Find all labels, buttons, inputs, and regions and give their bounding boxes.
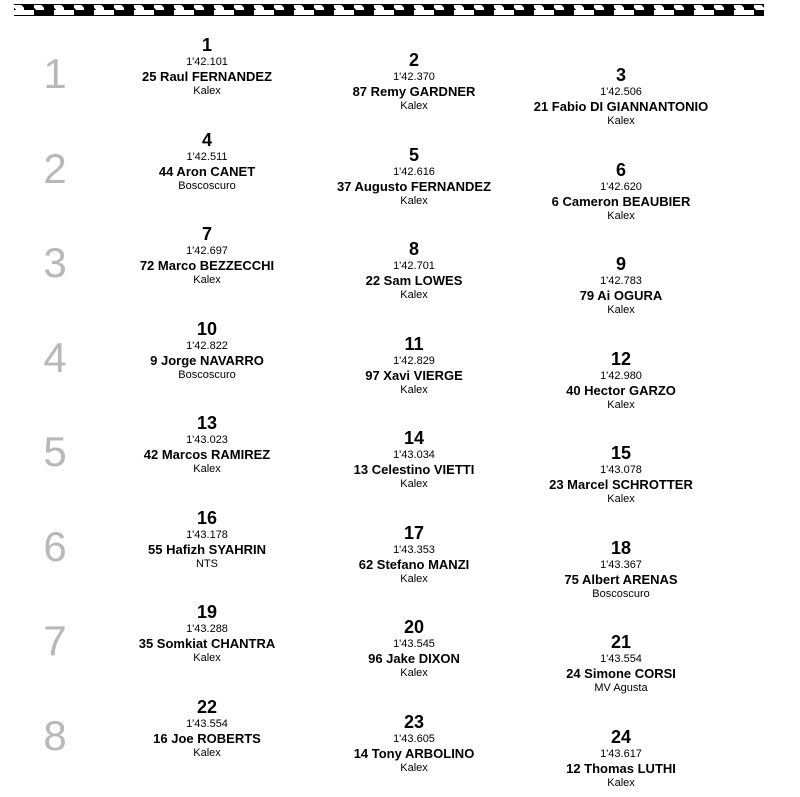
- rider-name: 42 Marcos RAMIREZ: [143, 447, 271, 462]
- lap-time: 1'43.078: [600, 464, 642, 476]
- rider-name: 25 Raul FERNANDEZ: [141, 69, 273, 84]
- grid-slot: [97, 35, 317, 98]
- grid-row-number: 2: [43, 144, 67, 192]
- team-name: Kalex: [193, 85, 221, 97]
- lap-time: 1'43.554: [186, 717, 228, 730]
- grid-slot: [97, 413, 317, 476]
- grid-slot: [97, 602, 317, 665]
- grid-position: 3: [615, 65, 626, 85]
- team-name: Boscoscuro: [178, 368, 236, 381]
- rider-name: 55 Hafizh SYAHRIN: [148, 541, 266, 557]
- team-name: Kalex: [193, 274, 221, 286]
- grid-slot: [304, 712, 524, 775]
- grid-row-number: 6: [43, 522, 67, 570]
- grid-position: 8: [408, 239, 419, 259]
- rider-name: 62 Stefano MANZI: [358, 556, 470, 572]
- grid-slot: [511, 65, 731, 128]
- rider-name: 14 Tony ARBOLINO: [353, 745, 475, 761]
- lap-time: 1'43.545: [393, 638, 435, 650]
- grid-slot: [304, 523, 524, 586]
- grid-position: 21: [610, 632, 632, 652]
- grid-position: 15: [610, 443, 632, 463]
- team-name: Kalex: [400, 289, 428, 301]
- grid-position: 12: [610, 348, 632, 369]
- lap-time: 1'43.353: [393, 543, 435, 556]
- lap-time: 1'42.697: [186, 245, 228, 257]
- grid-slot: [304, 334, 524, 397]
- grid-slot: [304, 145, 524, 208]
- grid-position: 19: [196, 602, 218, 622]
- rider-name: 97 Xavi VIERGE: [365, 367, 463, 383]
- rider-name: 16 Joe ROBERTS: [153, 730, 261, 746]
- team-name: NTS: [196, 557, 218, 570]
- team-name: Kalex: [607, 304, 635, 316]
- grid-position: 23: [403, 711, 425, 732]
- grid-slot: [511, 160, 731, 223]
- lap-time: 1'43.023: [186, 434, 228, 446]
- rider-name: 37 Augusto FERNANDEZ: [336, 178, 492, 194]
- grid-position: 4: [201, 129, 212, 150]
- team-name: Kalex: [607, 776, 635, 789]
- rider-name: 12 Thomas LUTHI: [566, 760, 676, 776]
- grid-slot: [304, 239, 524, 302]
- lap-time: 1'42.980: [600, 369, 642, 382]
- grid-slot: [97, 224, 317, 287]
- grid-position: 9: [615, 254, 626, 274]
- team-name: Boscoscuro: [178, 179, 236, 192]
- grid-row-number: 5: [43, 428, 67, 475]
- team-name: Kalex: [400, 100, 428, 112]
- lap-time: 1'42.829: [393, 354, 435, 367]
- lap-time: 1'42.101: [186, 56, 228, 68]
- lap-time: 1'43.605: [393, 732, 435, 745]
- rider-name: 22 Sam LOWES: [365, 273, 463, 288]
- grid-slot: [304, 428, 524, 491]
- team-name: MV Agusta: [594, 682, 648, 694]
- rider-name: 79 Ai OGURA: [579, 288, 663, 303]
- team-name: Boscoscuro: [592, 587, 650, 600]
- rider-name: 21 Fabio DI GIANNANTONIO: [533, 99, 709, 114]
- lap-time: 1'42.783: [600, 275, 642, 287]
- grid-slot: [511, 632, 731, 695]
- lap-time: 1'42.511: [186, 150, 228, 163]
- lap-time: 1'43.554: [600, 653, 642, 665]
- grid-slot: [97, 508, 317, 571]
- checkered-flag-banner: [14, 4, 764, 16]
- grid-position: 24: [610, 726, 632, 747]
- lap-time: 1'42.822: [186, 339, 228, 352]
- team-name: Kalex: [607, 115, 635, 127]
- grid-slot: [511, 254, 731, 317]
- team-name: Kalex: [607, 209, 635, 222]
- team-name: Kalex: [400, 383, 428, 396]
- lap-time: 1'42.620: [600, 180, 642, 193]
- grid-slot: [304, 617, 524, 680]
- rider-name: 35 Somkiat CHANTRA: [138, 636, 276, 651]
- rider-name: 44 Aron CANET: [158, 163, 256, 179]
- team-name: Kalex: [400, 761, 428, 774]
- grid-slot: [511, 349, 731, 412]
- grid-position: 14: [403, 428, 425, 448]
- grid-slot: [511, 538, 731, 601]
- grid-slot: [511, 443, 731, 506]
- rider-name: 87 Remy GARDNER: [352, 84, 476, 99]
- lap-time: 1'42.370: [393, 71, 435, 83]
- lap-time: 1'43.617: [600, 747, 642, 760]
- team-name: Kalex: [400, 194, 428, 207]
- team-name: Kalex: [193, 746, 221, 759]
- grid-position: 1: [201, 35, 212, 55]
- team-name: Kalex: [607, 398, 635, 411]
- grid-position: 5: [408, 144, 419, 165]
- grid-row-number: 1: [43, 50, 67, 97]
- team-name: Kalex: [607, 493, 635, 505]
- rider-name: 23 Marcel SCHROTTER: [549, 477, 693, 492]
- lap-time: 1'43.288: [186, 623, 228, 635]
- lap-time: 1'43.034: [393, 449, 435, 461]
- grid-slot: [97, 319, 317, 382]
- grid-row-number: 3: [43, 239, 67, 286]
- lap-time: 1'42.506: [600, 86, 642, 98]
- team-name: Kalex: [193, 463, 221, 475]
- grid-position: 7: [201, 224, 212, 244]
- team-name: Kalex: [193, 652, 221, 664]
- rider-name: 40 Hector GARZO: [566, 382, 676, 398]
- grid-slot: [97, 697, 317, 760]
- grid-row-number: 8: [43, 711, 67, 759]
- grid-position: 11: [404, 333, 424, 354]
- rider-name: 9 Jorge NAVARRO: [150, 352, 264, 368]
- rider-name: 13 Celestino VIETTI: [353, 462, 475, 477]
- team-name: Kalex: [400, 478, 428, 490]
- grid-position: 17: [403, 522, 425, 543]
- grid-position: 18: [610, 537, 632, 558]
- rider-name: 72 Marco BEZZECCHI: [139, 258, 275, 273]
- grid-position: 6: [615, 159, 626, 180]
- lap-time: 1'42.616: [393, 165, 435, 178]
- rider-name: 75 Albert ARENAS: [564, 571, 678, 587]
- grid-position: 10: [196, 318, 218, 339]
- lap-time: 1'43.367: [600, 558, 642, 571]
- team-name: Kalex: [400, 667, 428, 679]
- grid-position: 16: [196, 507, 218, 528]
- grid-position: 22: [196, 696, 218, 717]
- rider-name: 96 Jake DIXON: [368, 651, 460, 666]
- lap-time: 1'43.178: [186, 528, 228, 541]
- grid-position: 13: [196, 413, 218, 433]
- lap-time: 1'42.701: [393, 260, 435, 272]
- rider-name: 6 Cameron BEAUBIER: [551, 193, 691, 209]
- grid-row-number: 7: [43, 617, 67, 664]
- rider-name: 24 Simone CORSI: [566, 666, 676, 681]
- grid-slot: [304, 50, 524, 113]
- grid-slot: [511, 727, 731, 790]
- grid-row-number: 4: [43, 333, 67, 381]
- team-name: Kalex: [400, 572, 428, 585]
- grid-position: 20: [403, 617, 425, 637]
- grid-position: 2: [408, 50, 419, 70]
- grid-slot: [97, 130, 317, 193]
